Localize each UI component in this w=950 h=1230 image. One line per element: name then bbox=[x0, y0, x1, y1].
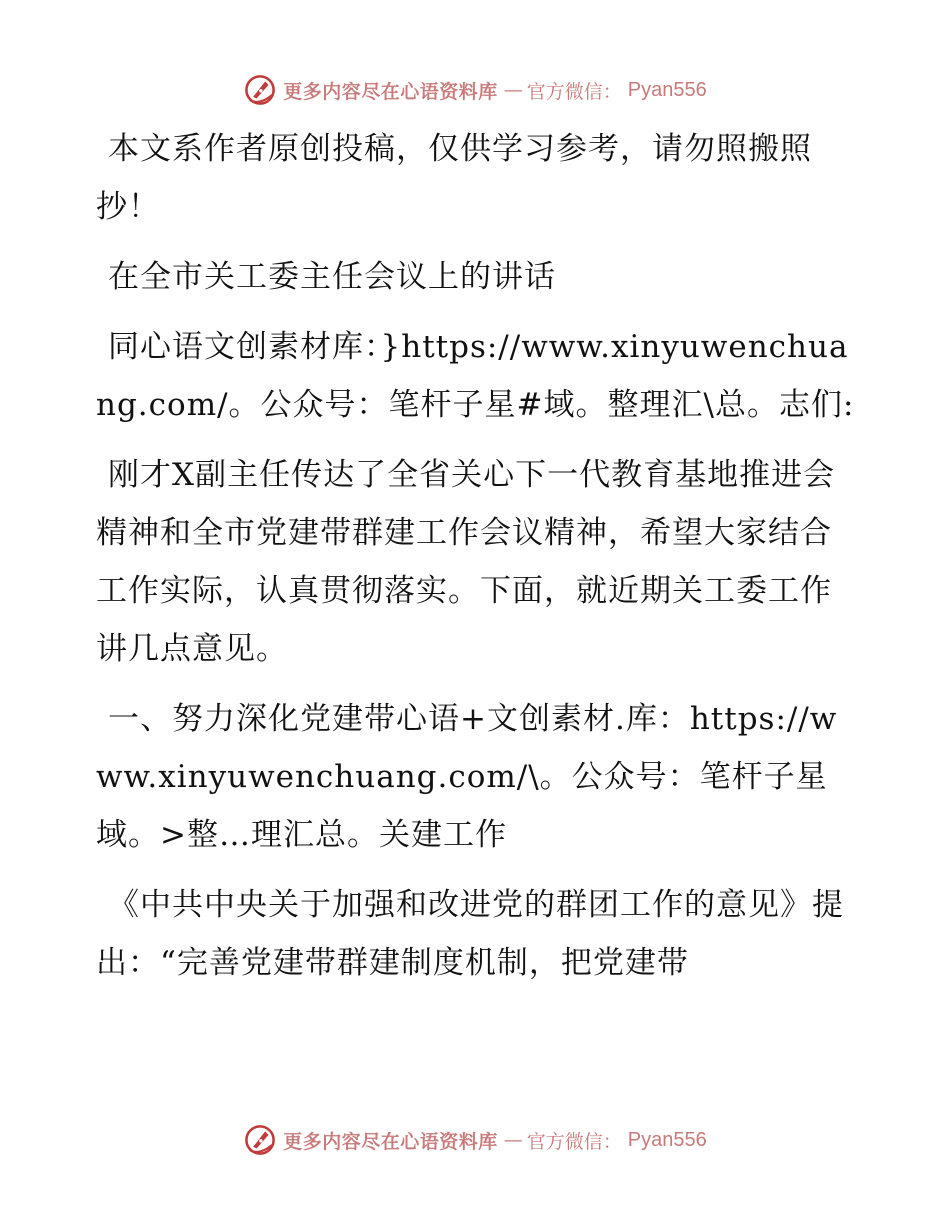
section-heading: 一、努力深化党建带心语+文创素材.库：https://www.xinyuwenchuang.com/\。公众号：笔杆子星域。>整…理汇总。关建工作 bbox=[96, 701, 838, 853]
banner-wechat-label: 官方微信： bbox=[526, 1130, 622, 1153]
banner-wechat-id: Pyan556 bbox=[627, 1128, 707, 1151]
pen-nib-logo-icon bbox=[243, 73, 277, 107]
header-watermark-banner bbox=[0, 70, 950, 110]
body-paragraph: 《中共中央关于加强和改进党的群团工作的意见》提出：“完善党建带群建制度机制，把党建带 bbox=[96, 887, 844, 981]
copyright-notice: 本文系作者原创投稿，仅供学习参考，请勿照搬照抄！ bbox=[96, 131, 812, 225]
source-note: 同心语文创素材库：}https://www.xinyuwenchuang.com/。公众号：笔杆子星#域。整理汇\总。志们: bbox=[96, 329, 855, 423]
banner-dash: — bbox=[503, 1129, 521, 1151]
speech-title: 在全市关工委主任会议上的讲话 bbox=[108, 259, 556, 295]
banner-text: 更多内容尽在心语资料库 bbox=[283, 80, 498, 103]
pen-nib-logo-icon bbox=[243, 1123, 277, 1157]
footer-watermark-banner bbox=[0, 1120, 950, 1160]
document-body bbox=[96, 120, 856, 1004]
banner-wechat-id: Pyan556 bbox=[627, 78, 707, 101]
banner-wechat-label: 官方微信： bbox=[526, 80, 622, 103]
body-paragraph: 刚才X副主任传达了全省关心下一代教育基地推进会精神和全市党建带群建工作会议精神，希望大家结合工作实际，认真贯彻落实。下面，就近期关工委工作讲几点意见。 bbox=[96, 457, 836, 667]
banner-text: 更多内容尽在心语资料库 bbox=[283, 1130, 498, 1153]
banner-dash: — bbox=[503, 79, 521, 101]
